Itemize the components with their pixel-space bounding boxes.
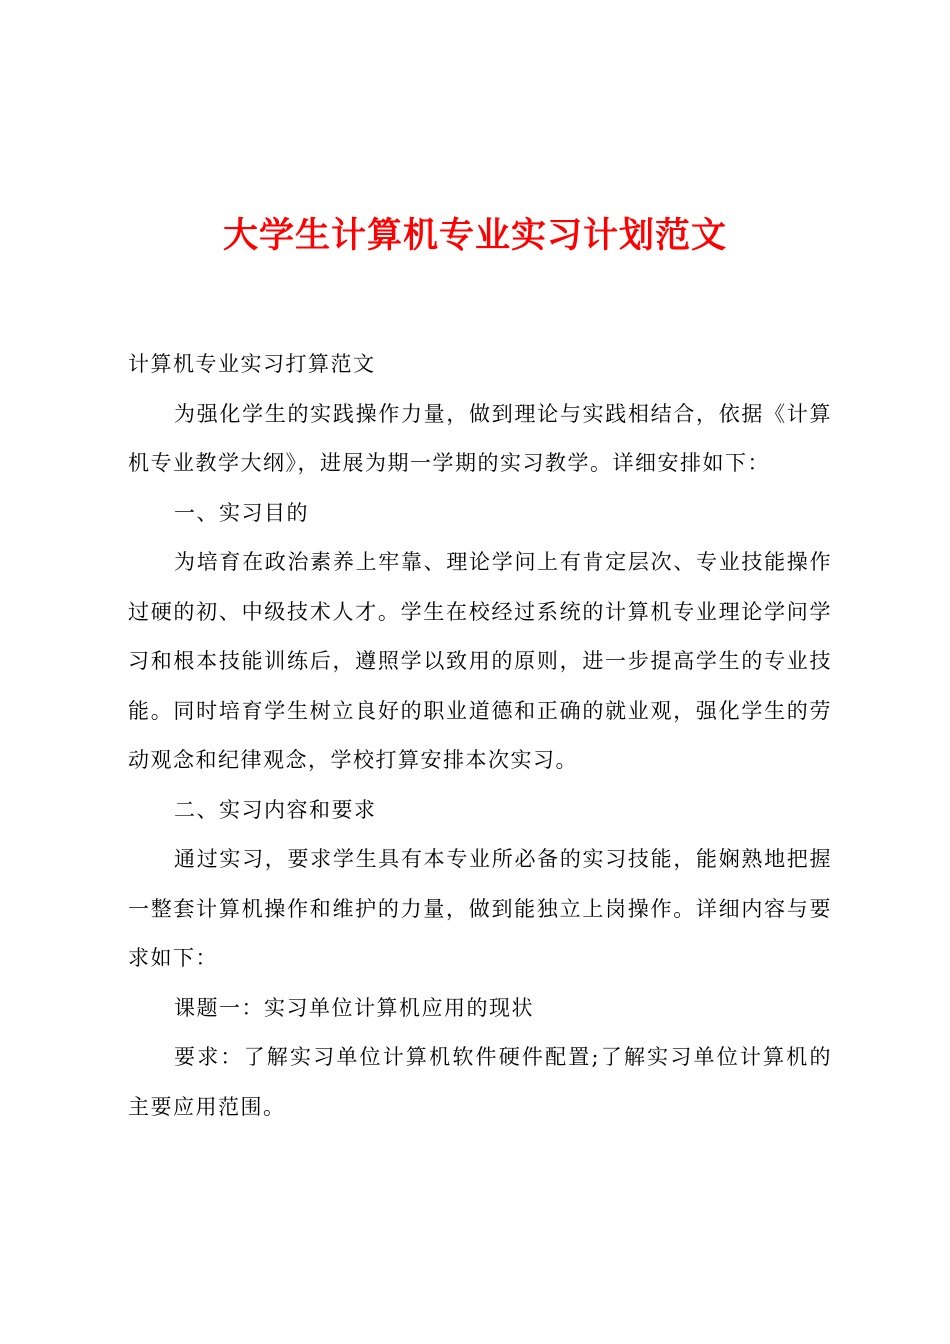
section-heading-purpose: 一、实习目的 <box>174 500 309 525</box>
document-subtitle: 计算机专业实习打算范文 <box>128 352 376 376</box>
topic-heading-one: 课题一：实习单位计算机应用的现状 <box>174 995 534 1020</box>
paragraph-intro: 为强化学生的实践操作力量，做到理论与实践相结合，依据《计算机专业教学大纲》，进展为期一学期的实习教学。详细安排如下： <box>128 401 832 475</box>
paragraph-requirement: 要求：了解实习单位计算机软件硬件配置;了解实习单位计算机的主要应用范围。 <box>128 1045 832 1119</box>
document-title: 大学生计算机专业实习计划范文 <box>222 215 727 256</box>
paragraph-content: 通过实习，要求学生具有本专业所必备的实习技能，能娴熟地把握一整套计算机操作和维护的力量，做到能独立上岗操作。详细内容与要求如下： <box>128 847 832 970</box>
section-heading-content: 二、实习内容和要求 <box>174 797 377 822</box>
document-body <box>128 340 832 1132</box>
paragraph-purpose: 为培育在政治素养上牢靠、理论学问上有肯定层次、专业技能操作过硬的初、中级技术人才。学生在校经过系统的计算机专业理论学问学习和根本技能训练后，遵照学以致用的原则，进一步提高学生的专业技能。同时培育学生树立良好的职业道德和正确的就业观，强化学生的劳动观念和纪律观念，学校打算安排本次实习。 <box>128 550 832 772</box>
